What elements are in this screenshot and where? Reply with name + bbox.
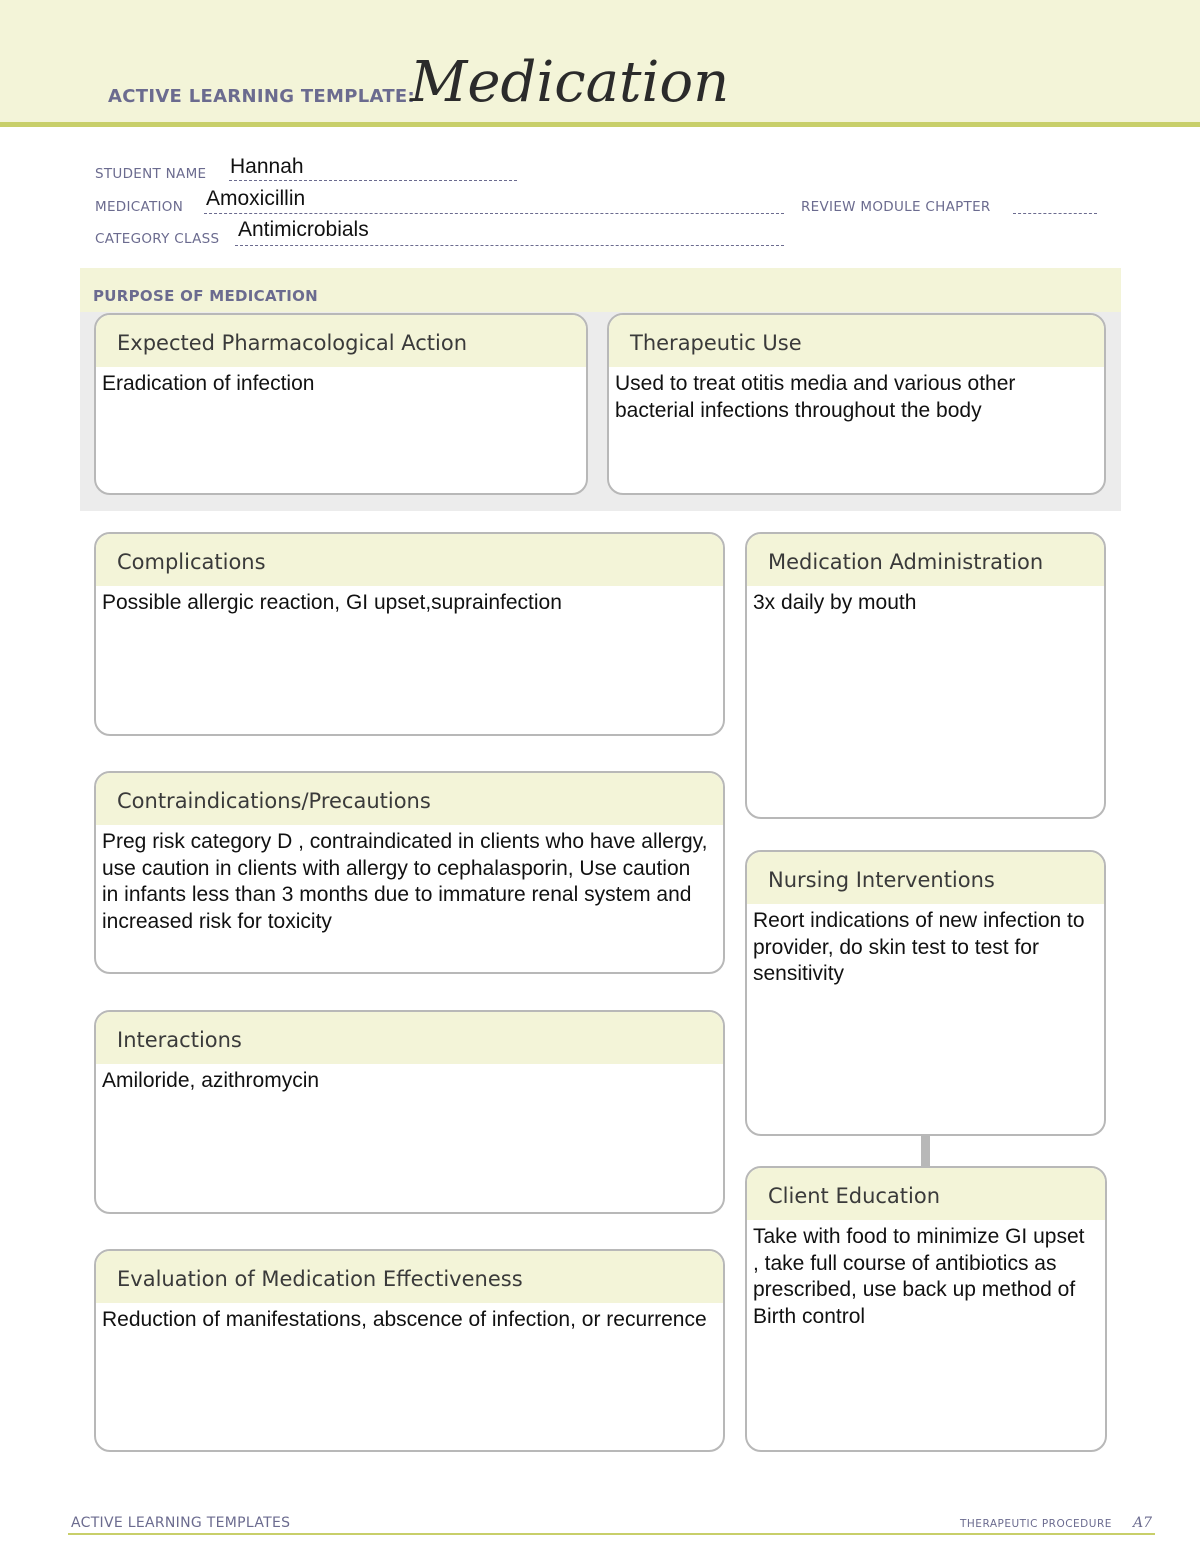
page-title: Medication bbox=[410, 50, 730, 115]
therapeutic-use-box bbox=[607, 313, 1106, 495]
template-prefix: ACTIVE LEARNING TEMPLATE: bbox=[108, 86, 415, 107]
client-education-box bbox=[745, 1166, 1107, 1452]
category-class-label: CATEGORY CLASS bbox=[95, 231, 220, 247]
medication-label: MEDICATION bbox=[95, 199, 184, 215]
medication-administration-title: Medication Administration bbox=[747, 534, 1104, 586]
evaluation-text[interactable]: Reduction of manifestations, abscence of infection, or recurrence bbox=[102, 1308, 707, 1331]
review-module-chapter-label: REVIEW MODULE CHAPTER bbox=[801, 199, 991, 215]
complications-title: Complications bbox=[96, 534, 723, 586]
medication-administration-box bbox=[745, 532, 1106, 819]
nursing-interventions-box bbox=[745, 850, 1106, 1136]
contraindications-title: Contraindications/Precautions bbox=[96, 773, 723, 825]
nursing-interventions-text[interactable]: Reort indications of new infection to provider, do skin test to test for sensitivity bbox=[753, 909, 1085, 985]
student-name-field[interactable]: Hannah bbox=[230, 155, 304, 178]
medication-field[interactable]: Amoxicillin bbox=[206, 187, 306, 210]
nursing-interventions-title: Nursing Interventions bbox=[747, 852, 1104, 904]
therapeutic-use-title: Therapeutic Use bbox=[609, 315, 1104, 367]
interactions-title: Interactions bbox=[96, 1012, 723, 1064]
client-education-title: Client Education bbox=[747, 1168, 1105, 1220]
interactions-box bbox=[94, 1010, 725, 1214]
client-education-text[interactable]: Take with food to minimize GI upset , take full course of antibiotics as prescribed, use back up method of Birth control bbox=[753, 1225, 1085, 1328]
page-number: A7 bbox=[1133, 1515, 1153, 1531]
category-class-field[interactable]: Antimicrobials bbox=[238, 218, 369, 241]
contraindications-box bbox=[94, 771, 725, 974]
expected-action-box bbox=[94, 313, 588, 495]
review-module-chapter-line bbox=[1013, 213, 1097, 214]
student-name-label: STUDENT NAME bbox=[95, 166, 207, 182]
expected-action-title: Expected Pharmacological Action bbox=[96, 315, 586, 367]
student-name-line bbox=[229, 180, 517, 181]
header-divider bbox=[0, 122, 1200, 127]
medication-administration-text[interactable]: 3x daily by mouth bbox=[753, 591, 917, 614]
therapeutic-use-text[interactable]: Used to treat otitis media and various other bacterial infections throughout the body bbox=[615, 372, 1016, 422]
category-class-line bbox=[235, 245, 784, 246]
complications-box bbox=[94, 532, 725, 736]
purpose-label: PURPOSE OF MEDICATION bbox=[93, 287, 319, 305]
evaluation-box bbox=[94, 1249, 725, 1452]
expected-action-text[interactable]: Eradication of infection bbox=[102, 372, 315, 395]
footer-left-label: ACTIVE LEARNING TEMPLATES bbox=[71, 1515, 291, 1531]
complications-text[interactable]: Possible allergic reaction, GI upset,suprainfection bbox=[102, 591, 562, 614]
medication-line bbox=[204, 213, 784, 214]
contraindications-text[interactable]: Preg risk category D , contraindicated in clients who have allergy, use caution in clients with allergy to cephalasporin, Use caution in infants less than 3 months due to immature renal system and increased risk for toxicity bbox=[102, 830, 708, 933]
evaluation-title: Evaluation of Medication Effectiveness bbox=[96, 1251, 723, 1303]
interactions-text[interactable]: Amiloride, azithromycin bbox=[102, 1069, 320, 1092]
box-connector bbox=[921, 1135, 930, 1166]
footer-right-label: THERAPEUTIC PROCEDURE bbox=[960, 1518, 1112, 1530]
footer-divider bbox=[68, 1533, 1155, 1535]
